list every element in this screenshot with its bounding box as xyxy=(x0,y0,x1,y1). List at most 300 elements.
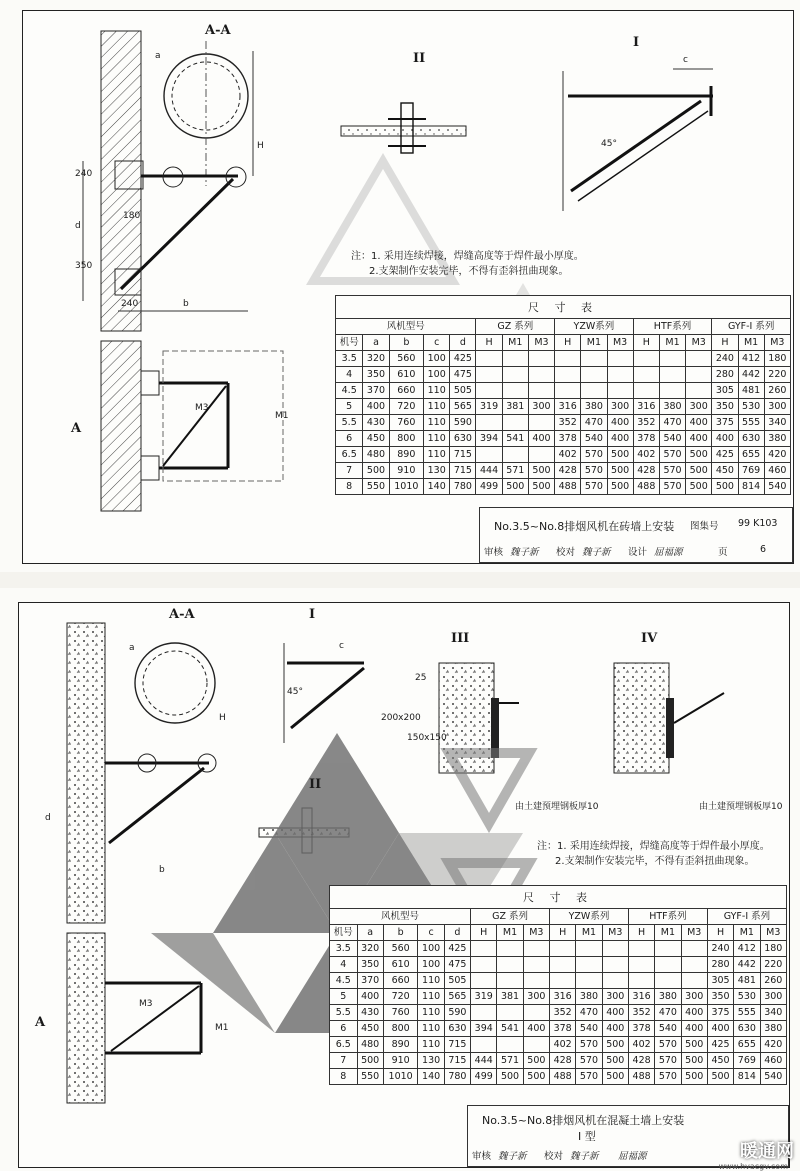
table-cell: 480 xyxy=(357,1037,383,1053)
table-cell: 890 xyxy=(383,1037,418,1053)
table-cell: 378 xyxy=(628,1021,654,1037)
table-cell: 769 xyxy=(738,463,764,479)
table-cell: 400 xyxy=(681,1021,707,1037)
header-column: H xyxy=(707,925,733,941)
note-2: 2.支架制作安装完毕，不得有歪斜扭曲现象。 xyxy=(555,856,755,867)
table-caption: 尺 寸 表 xyxy=(336,296,791,319)
note-1: 注：1. 采用连续焊接，焊缝高度等于焊件最小厚度。 xyxy=(351,251,584,262)
table-cell: 350 xyxy=(357,957,383,973)
table-cell: 475 xyxy=(450,367,476,383)
table-cell: 571 xyxy=(502,463,528,479)
table-cell: 555 xyxy=(734,1005,760,1021)
table-cell: 570 xyxy=(581,463,607,479)
table-cell: 400 xyxy=(607,431,633,447)
table-cell: 715 xyxy=(444,1053,470,1069)
table-cell: 570 xyxy=(659,463,685,479)
table-cell: 530 xyxy=(738,399,764,415)
header-column: M1 xyxy=(655,925,681,941)
table-cell: 6 xyxy=(330,1021,358,1037)
drawing-title: No.3.5~No.8排烟风机在砖墙上安装 xyxy=(494,520,675,533)
table-cell xyxy=(471,941,497,957)
header-column: H xyxy=(476,335,502,351)
table-cell xyxy=(471,973,497,989)
table-cell: 5.5 xyxy=(336,415,363,431)
site-watermark-url: www.hvacgv.com xyxy=(718,1162,788,1171)
table-cell: 500 xyxy=(681,1037,707,1053)
table-cell: 300 xyxy=(607,399,633,415)
table-cell: 500 xyxy=(528,463,554,479)
table-cell xyxy=(528,447,554,463)
header-column: M3 xyxy=(523,925,549,941)
header-column: M1 xyxy=(581,335,607,351)
dim-240-bottom: 240 xyxy=(121,299,139,309)
review-label: 审核 xyxy=(484,547,504,558)
table-cell: 500 xyxy=(602,1037,628,1053)
table-row xyxy=(330,1005,787,1021)
table-cell: 540 xyxy=(581,431,607,447)
table-cell: 316 xyxy=(633,399,659,415)
table-cell: 300 xyxy=(760,989,786,1005)
table-cell: 316 xyxy=(555,399,581,415)
table-cell: 570 xyxy=(576,1053,602,1069)
table-cell: 500 xyxy=(528,479,554,495)
table-series-row xyxy=(330,909,787,925)
table-series-row xyxy=(336,319,791,335)
table-cell xyxy=(607,351,633,367)
table-cell: 412 xyxy=(734,941,760,957)
table-cell xyxy=(550,957,576,973)
check-signature: 魏子新 xyxy=(570,1151,599,1162)
table-cell: 400 xyxy=(602,1021,628,1037)
table-cell: 140 xyxy=(424,479,450,495)
table-cell xyxy=(576,957,602,973)
header-column: H xyxy=(633,335,659,351)
table-cell xyxy=(502,351,528,367)
table-cell: 780 xyxy=(444,1069,470,1085)
drawing-sheet-concrete-wall xyxy=(0,588,800,1171)
table-cell xyxy=(633,367,659,383)
header-column: M3 xyxy=(764,335,790,351)
table-cell xyxy=(655,941,681,957)
table-cell: 814 xyxy=(734,1069,760,1085)
table-cell: 320 xyxy=(357,941,383,957)
table-cell: 300 xyxy=(528,399,554,415)
table-cell: 378 xyxy=(633,431,659,447)
table-cell: 1010 xyxy=(383,1069,418,1085)
table-cell: 540 xyxy=(760,1069,786,1085)
table-cell: 570 xyxy=(655,1037,681,1053)
table-cell: 550 xyxy=(363,479,389,495)
table-cell: 350 xyxy=(707,989,733,1005)
dimension-table xyxy=(335,295,791,495)
table-cell xyxy=(555,383,581,399)
table-cell: 305 xyxy=(707,973,733,989)
table-cell: 500 xyxy=(523,1069,549,1085)
table-cell: 470 xyxy=(655,1005,681,1021)
table-cell: 500 xyxy=(712,479,738,495)
table-cell: 380 xyxy=(659,399,685,415)
view-label-detail-2: II xyxy=(309,777,322,792)
table-cell: 530 xyxy=(734,989,760,1005)
dim-m1: M1 xyxy=(215,1023,229,1033)
note-1: 注：1. 采用连续焊接，焊缝高度等于焊件最小厚度。 xyxy=(537,841,770,852)
table-cell xyxy=(523,973,549,989)
table-cell: 370 xyxy=(357,973,383,989)
drawing-title: No.3.5~No.8排烟风机在混凝土墙上安装 xyxy=(482,1114,685,1127)
table-cell xyxy=(581,367,607,383)
table-cell: 769 xyxy=(734,1053,760,1069)
table-cell xyxy=(681,973,707,989)
sheet-frame xyxy=(18,602,790,1168)
header-series: HTF系列 xyxy=(633,319,712,335)
table-cell: 630 xyxy=(738,431,764,447)
table-cell xyxy=(497,1005,523,1021)
header-column: M1 xyxy=(497,925,523,941)
table-cell: 630 xyxy=(450,431,476,447)
table-row xyxy=(336,447,791,463)
table-cell: 380 xyxy=(576,989,602,1005)
table-cell: 400 xyxy=(686,431,712,447)
table-cell: 110 xyxy=(418,1037,444,1053)
table-cell: 300 xyxy=(686,399,712,415)
table-cell: 352 xyxy=(628,1005,654,1021)
table-cell: 110 xyxy=(424,399,450,415)
table-cell: 910 xyxy=(383,1053,418,1069)
table-cell: 280 xyxy=(707,957,733,973)
table-row xyxy=(336,351,791,367)
table-cell: 480 xyxy=(363,447,389,463)
table-cell: 450 xyxy=(363,431,389,447)
table-cell xyxy=(476,415,502,431)
table-cell xyxy=(659,351,685,367)
table-cell: 444 xyxy=(471,1053,497,1069)
table-cell: 300 xyxy=(523,989,549,1005)
table-cell: 260 xyxy=(764,383,790,399)
header-column: M3 xyxy=(528,335,554,351)
table-row xyxy=(336,383,791,399)
table-cell: 630 xyxy=(444,1021,470,1037)
header-column: M3 xyxy=(686,335,712,351)
table-row xyxy=(330,973,787,989)
header-series: YZW系列 xyxy=(555,319,634,335)
view-label-detail-2: II xyxy=(413,51,426,66)
table-cell: 380 xyxy=(760,1021,786,1037)
table-cell: 400 xyxy=(681,1005,707,1021)
table-row xyxy=(336,399,791,415)
table-cell: 570 xyxy=(581,447,607,463)
table-cell: 280 xyxy=(712,367,738,383)
table-cell: 715 xyxy=(450,447,476,463)
table-cell xyxy=(523,1005,549,1021)
table-cell xyxy=(550,973,576,989)
table-cell: 320 xyxy=(363,351,389,367)
table-cell: 760 xyxy=(389,415,423,431)
table-cell: 400 xyxy=(712,431,738,447)
table-cell: 430 xyxy=(357,1005,383,1021)
section-marker: A xyxy=(35,1015,46,1030)
table-cell xyxy=(502,383,528,399)
dim-a: a xyxy=(129,643,135,653)
notes xyxy=(351,249,584,279)
table-cell: 500 xyxy=(686,479,712,495)
check-signature: 魏子新 xyxy=(582,547,611,558)
table-cell: 428 xyxy=(550,1053,576,1069)
table-cell: 460 xyxy=(764,463,790,479)
table-cell xyxy=(655,973,681,989)
dimension-table xyxy=(329,885,787,1085)
table-cell: 450 xyxy=(357,1021,383,1037)
view-label-detail-1: I xyxy=(633,35,640,50)
table-header-row xyxy=(336,335,791,351)
header-column: H xyxy=(550,925,576,941)
table-cell: 655 xyxy=(738,447,764,463)
header-series: GYF-I 系列 xyxy=(712,319,791,335)
header-fan-type: 风机型号 xyxy=(336,319,476,335)
table-cell xyxy=(497,973,523,989)
table-cell: 499 xyxy=(471,1069,497,1085)
table-cell xyxy=(502,447,528,463)
header-fan-type: 风机型号 xyxy=(330,909,471,925)
header-series: YZW系列 xyxy=(550,909,629,925)
table-cell xyxy=(581,383,607,399)
review-signature: 魏子新 xyxy=(498,1151,527,1162)
table-cell: 110 xyxy=(424,431,450,447)
table-cell: 412 xyxy=(738,351,764,367)
table-cell: 110 xyxy=(424,415,450,431)
table-cell: 470 xyxy=(576,1005,602,1021)
table-cell: 300 xyxy=(681,989,707,1005)
table-cell xyxy=(659,383,685,399)
table-cell: 5 xyxy=(336,399,363,415)
table-cell: 220 xyxy=(760,957,786,973)
dim-150x150: 150x150 xyxy=(407,733,447,743)
table-cell: 500 xyxy=(681,1069,707,1085)
table-cell: 350 xyxy=(363,367,389,383)
dim-m3: M3 xyxy=(139,999,153,1009)
table-cell: 540 xyxy=(655,1021,681,1037)
table-cell xyxy=(476,367,502,383)
table-cell: 402 xyxy=(555,447,581,463)
table-cell: 8 xyxy=(336,479,363,495)
page-label: 页 xyxy=(718,547,728,558)
table-cell: 380 xyxy=(655,989,681,1005)
view-label-section: A-A xyxy=(205,23,231,38)
table-cell: 488 xyxy=(550,1069,576,1085)
header-column: a xyxy=(363,335,389,351)
table-cell: 570 xyxy=(659,447,685,463)
dim-200x200: 200x200 xyxy=(381,713,421,723)
table-cell xyxy=(523,1037,549,1053)
table-cell: 100 xyxy=(418,941,444,957)
table-cell: 340 xyxy=(760,1005,786,1021)
table-cell: 400 xyxy=(523,1021,549,1037)
table-cell: 180 xyxy=(760,941,786,957)
header-machine-no: 机号 xyxy=(336,335,363,351)
table-cell: 444 xyxy=(476,463,502,479)
dim-c: c xyxy=(339,641,344,651)
table-cell: 378 xyxy=(555,431,581,447)
table-cell: 305 xyxy=(712,383,738,399)
view-label-detail-1: I xyxy=(309,607,316,622)
table-cell: 660 xyxy=(383,973,418,989)
table-cell: 560 xyxy=(383,941,418,957)
table-cell: 420 xyxy=(760,1037,786,1053)
table-cell: 500 xyxy=(681,1053,707,1069)
dim-b: b xyxy=(183,299,189,309)
table-cell: 590 xyxy=(450,415,476,431)
table-cell: 375 xyxy=(712,415,738,431)
table-cell: 3.5 xyxy=(330,941,358,957)
table-cell xyxy=(633,351,659,367)
dim-m3: M3 xyxy=(195,403,209,413)
table-cell xyxy=(528,415,554,431)
table-cell: 590 xyxy=(444,1005,470,1021)
table-cell: 450 xyxy=(707,1053,733,1069)
table-cell xyxy=(476,383,502,399)
check-label: 校对 xyxy=(544,1151,564,1162)
table-cell: 425 xyxy=(450,351,476,367)
table-cell xyxy=(628,941,654,957)
table-cell xyxy=(607,367,633,383)
table-cell: 550 xyxy=(357,1069,383,1085)
table-cell: 500 xyxy=(357,1053,383,1069)
table-cell: 428 xyxy=(555,463,581,479)
table-cell: 130 xyxy=(424,463,450,479)
table-cell: 380 xyxy=(764,431,790,447)
table-cell: 130 xyxy=(418,1053,444,1069)
table-cell: 541 xyxy=(497,1021,523,1037)
atlas-number: 99 K103 xyxy=(738,518,778,529)
view-label-detail-3: III xyxy=(451,631,470,646)
table-cell: 540 xyxy=(764,479,790,495)
review-label: 审核 xyxy=(472,1151,492,1162)
table-cell: 630 xyxy=(734,1021,760,1037)
site-watermark: 暖通网 xyxy=(740,1141,794,1162)
table-cell: 571 xyxy=(497,1053,523,1069)
review-signature: 魏子新 xyxy=(510,547,539,558)
table-cell: 420 xyxy=(764,447,790,463)
view-label-section: A-A xyxy=(169,607,195,622)
table-cell: 3.5 xyxy=(336,351,363,367)
table-cell: 555 xyxy=(738,415,764,431)
table-cell: 300 xyxy=(764,399,790,415)
table-cell xyxy=(502,367,528,383)
table-cell: 370 xyxy=(363,383,389,399)
table-cell xyxy=(471,1037,497,1053)
table-cell xyxy=(581,351,607,367)
header-column: d xyxy=(450,335,476,351)
table-cell: 402 xyxy=(550,1037,576,1053)
table-row xyxy=(336,479,791,495)
table-cell: 720 xyxy=(389,399,423,415)
table-cell xyxy=(528,351,554,367)
table-cell xyxy=(555,367,581,383)
dim-d: d xyxy=(75,221,81,231)
table-cell: 375 xyxy=(707,1005,733,1021)
table-cell xyxy=(476,447,502,463)
table-cell: 7 xyxy=(330,1053,358,1069)
table-cell xyxy=(681,957,707,973)
table-cell: 110 xyxy=(424,447,450,463)
drawing-subtitle: I 型 xyxy=(578,1130,596,1143)
table-cell xyxy=(686,367,712,383)
section-marker: A xyxy=(71,421,82,436)
table-cell: 6 xyxy=(336,431,363,447)
table-cell: 499 xyxy=(476,479,502,495)
table-cell xyxy=(655,957,681,973)
table-cell xyxy=(602,957,628,973)
page-number: 6 xyxy=(760,544,767,555)
header-series: GZ 系列 xyxy=(471,909,550,925)
table-cell: 110 xyxy=(418,989,444,1005)
table-row xyxy=(330,1069,787,1085)
table-cell: 814 xyxy=(738,479,764,495)
table-cell: 442 xyxy=(738,367,764,383)
table-cell: 400 xyxy=(686,415,712,431)
sheet-frame xyxy=(22,10,794,564)
table-cell: 260 xyxy=(760,973,786,989)
header-column: M3 xyxy=(681,925,707,941)
table-cell: 100 xyxy=(418,957,444,973)
table-cell: 6.5 xyxy=(330,1037,358,1053)
table-cell xyxy=(633,383,659,399)
design-label: 设计 xyxy=(628,547,648,558)
table-cell: 500 xyxy=(686,463,712,479)
table-cell: 4 xyxy=(330,957,358,973)
table-row xyxy=(330,957,787,973)
header-column: a xyxy=(357,925,383,941)
table-row xyxy=(330,1037,787,1053)
table-row xyxy=(336,431,791,447)
table-cell: 402 xyxy=(633,447,659,463)
table-cell: 540 xyxy=(659,431,685,447)
table-cell: 500 xyxy=(497,1069,523,1085)
table-cell: 570 xyxy=(581,479,607,495)
note-2: 2.支架制作安装完毕，不得有歪斜扭曲现象。 xyxy=(369,266,569,277)
table-cell xyxy=(686,383,712,399)
table-row xyxy=(336,463,791,479)
header-column: H xyxy=(712,335,738,351)
table-cell: 394 xyxy=(476,431,502,447)
table-row xyxy=(330,989,787,1005)
design-signature: 屈福源 xyxy=(654,547,683,558)
table-cell: 5 xyxy=(330,989,358,1005)
title-block xyxy=(479,507,793,563)
table-cell: 540 xyxy=(576,1021,602,1037)
table-cell xyxy=(528,367,554,383)
table-cell: 240 xyxy=(707,941,733,957)
table-cell xyxy=(602,973,628,989)
table-cell: 470 xyxy=(659,415,685,431)
atlas-label: 图集号 xyxy=(690,521,719,532)
table-cell: 488 xyxy=(555,479,581,495)
dim-b: b xyxy=(159,865,165,875)
table-cell: 319 xyxy=(476,399,502,415)
table-cell: 541 xyxy=(502,431,528,447)
header-column: c xyxy=(418,925,444,941)
table-cell: 400 xyxy=(602,1005,628,1021)
notes xyxy=(537,839,770,869)
header-column: M1 xyxy=(734,925,760,941)
table-cell: 316 xyxy=(550,989,576,1005)
table-cell xyxy=(628,957,654,973)
dim-180: 180 xyxy=(123,211,141,221)
table-cell: 400 xyxy=(607,415,633,431)
table-cell: 4.5 xyxy=(336,383,363,399)
table-cell: 425 xyxy=(712,447,738,463)
header-column: H xyxy=(628,925,654,941)
table-cell: 500 xyxy=(602,1053,628,1069)
